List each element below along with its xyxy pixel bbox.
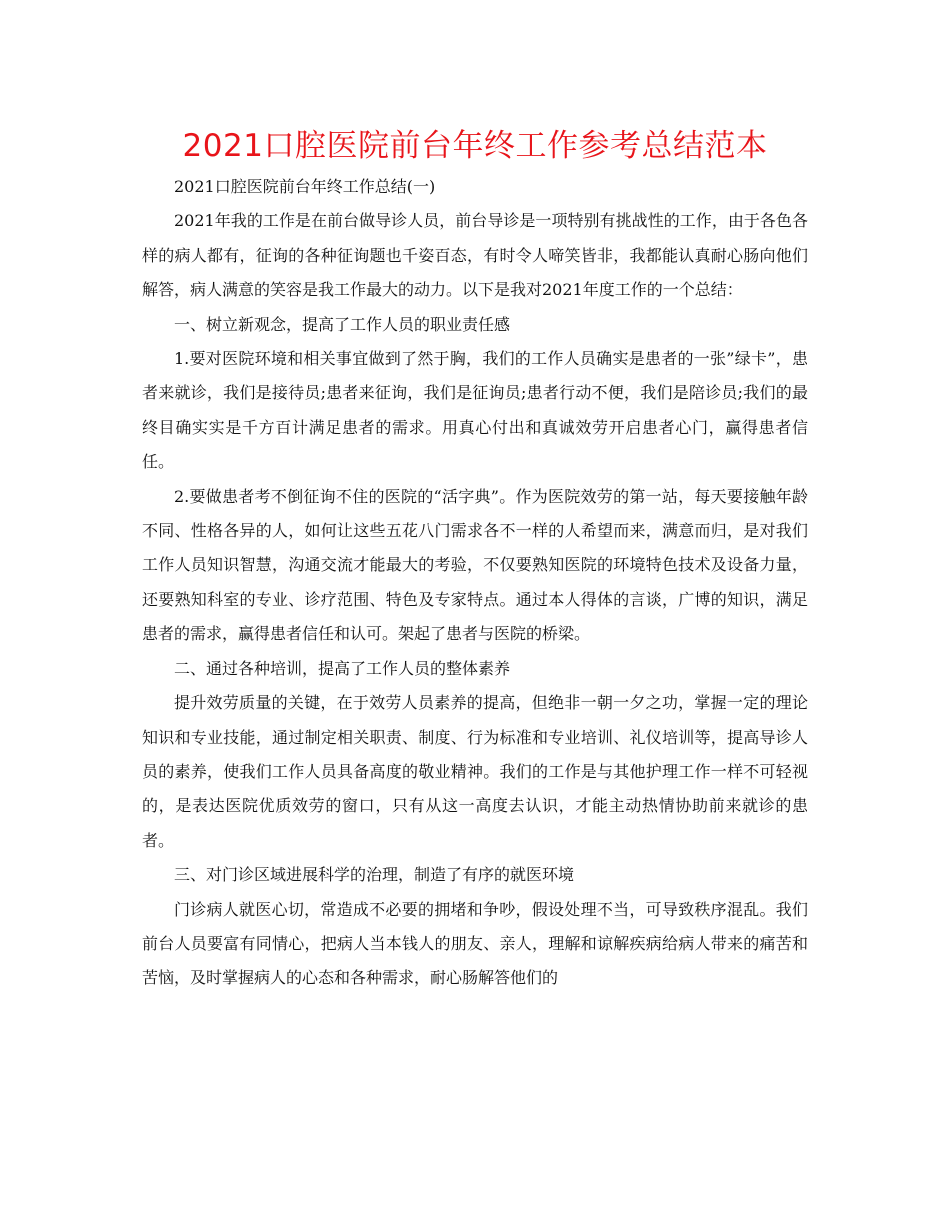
- document-title: 2021口腔医院前台年终工作参考总结范本: [182, 128, 768, 164]
- paragraph-1-2: 2.要做患者考不倒征询不住的医院的“活字典”。作为医院效劳的第一站，每天要接触年龄不同、性格各异的人，如何让这些五花八门需求各不一样的人希望而来，满意而归，是对我们工作人员知识智慧，沟通交流才能最大的考验，不仅要熟知医院的环境特色技术及设备力量，还要熟知科室的专业、诊疗范围、特色及专家特点。通过本人得体的言谈，广博的知识，满足患者的需求，赢得患者信任和认可。架起了患者与医院的桥梁。: [142, 486, 808, 644]
- paragraph-2: 提升效劳质量的关键，在于效劳人员素养的提高，但绝非一朝一夕之功，掌握一定的理论知识和专业技能，通过制定相关职责、制度、行为标准和专业培训、礼仪培训等，提高导诊人员的素养，使我们工作人员具备高度的敬业精神。我们的工作是与其他护理工作一样不可轻视的，是表达医院优质效劳的窗口，只有从这一高度去认识，才能主动热情协助前来就诊的患者。: [142, 693, 808, 850]
- paragraph-intro: 2021年我的工作是在前台做导诊人员，前台导诊是一项特别有挑战性的工作，由于各色各样的病人都有，征询的各种征询题也千姿百态，有时令人啼笑皆非，我都能认真耐心肠向他们解答，病人满意的笑容是我工作最大的动力。以下是我对2021年度工作的一个总结：: [142, 211, 808, 300]
- section-heading-3: 三、对门诊区域进展科学的治理，制造了有序的就医环境: [174, 865, 575, 885]
- paragraph-1-1: 1.要对医院环境和相关事宜做到了然于胸，我们的工作人员确实是患者的一张”绿卡”，患者来就诊，我们是接待员;患者来征询，我们是征询员;患者行动不便，我们是陪诊员;我们的最终目确实实是千方百计满足患者的需求。用真心付出和真诚效劳开启患者心门，赢得患者信任。: [142, 349, 808, 472]
- document-subtitle: 2021口腔医院前台年终工作总结(一): [174, 177, 436, 196]
- section-heading-1: 一、树立新观念，提高了工作人员的职业责任感: [174, 314, 511, 334]
- paragraph-3: 门诊病人就医心切，常造成不必要的拥堵和争吵，假设处理不当，可导致秩序混乱。我们前台人员要富有同情心，把病人当本钱人的朋友、亲人，理解和谅解疾病给病人带来的痛苦和苦恼，及时掌握病人的心态和各种需求，耐心肠解答他们的: [142, 899, 808, 988]
- section-heading-2: 二、通过各种培训，提高了工作人员的整体素养: [174, 658, 511, 678]
- document-body: [142, 170, 808, 996]
